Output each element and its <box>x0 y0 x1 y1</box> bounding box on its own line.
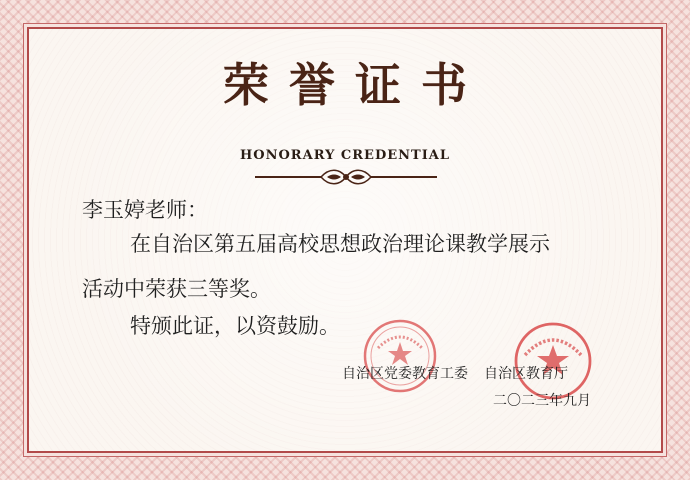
issuer-line <box>342 363 568 383</box>
certificate-subtitle: HONORARY CREDENTIAL <box>239 148 451 163</box>
certificate-title: 荣誉证书 <box>223 58 487 112</box>
ornament-divider-icon <box>255 166 437 188</box>
issuer-name: 自治区党委教育工委 <box>342 366 468 382</box>
award-text-line-1: 在自治区第五届高校思想政治理论课教学展示 <box>130 232 550 256</box>
issuer-name: 自治区教育厅 <box>484 366 568 382</box>
stamp-seal-star-icon <box>513 321 593 401</box>
recipient-salutation: 李玉婷老师： <box>82 198 208 222</box>
award-text-line-3: 特颁此证，以资鼓励。 <box>130 314 340 338</box>
award-text-line-2: 活动中荣获三等奖。 <box>82 277 271 301</box>
issue-date: 二〇二三年九月 <box>493 393 591 409</box>
